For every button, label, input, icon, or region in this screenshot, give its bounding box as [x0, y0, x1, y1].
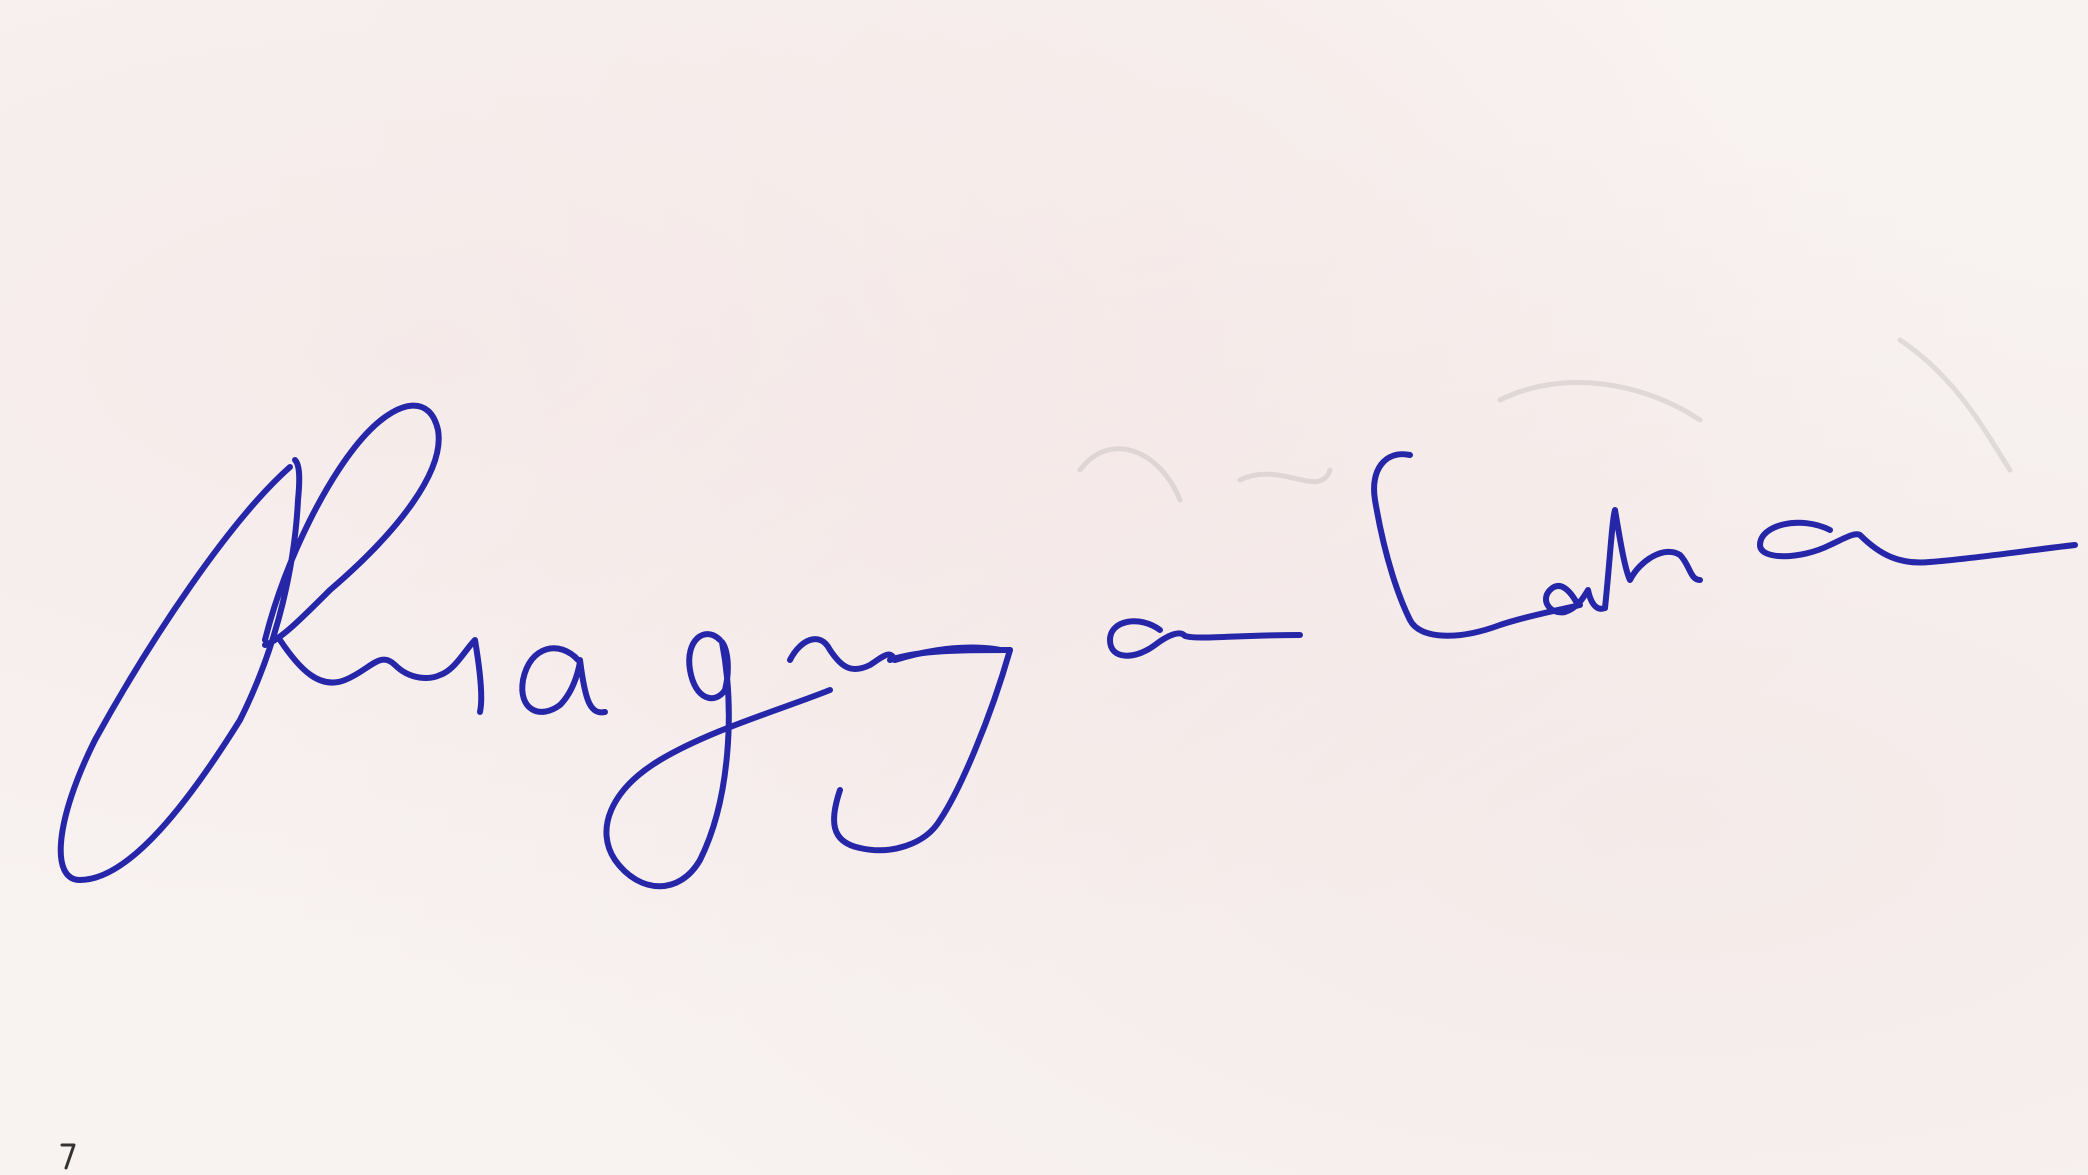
signature-stroke [280, 640, 481, 712]
pencil-smudge [1080, 340, 2010, 500]
signature-stroke [1110, 621, 1300, 655]
signature-stroke [834, 650, 1010, 850]
stray-mark [62, 1145, 74, 1168]
signature-stroke [790, 639, 1000, 669]
signature-stroke [1546, 586, 1605, 612]
signature-stroke [522, 648, 605, 712]
signature-stroke [61, 406, 439, 880]
signature-stroke [1605, 510, 1700, 608]
signature-stroke [1760, 523, 2075, 563]
signature-stroke [606, 634, 830, 886]
